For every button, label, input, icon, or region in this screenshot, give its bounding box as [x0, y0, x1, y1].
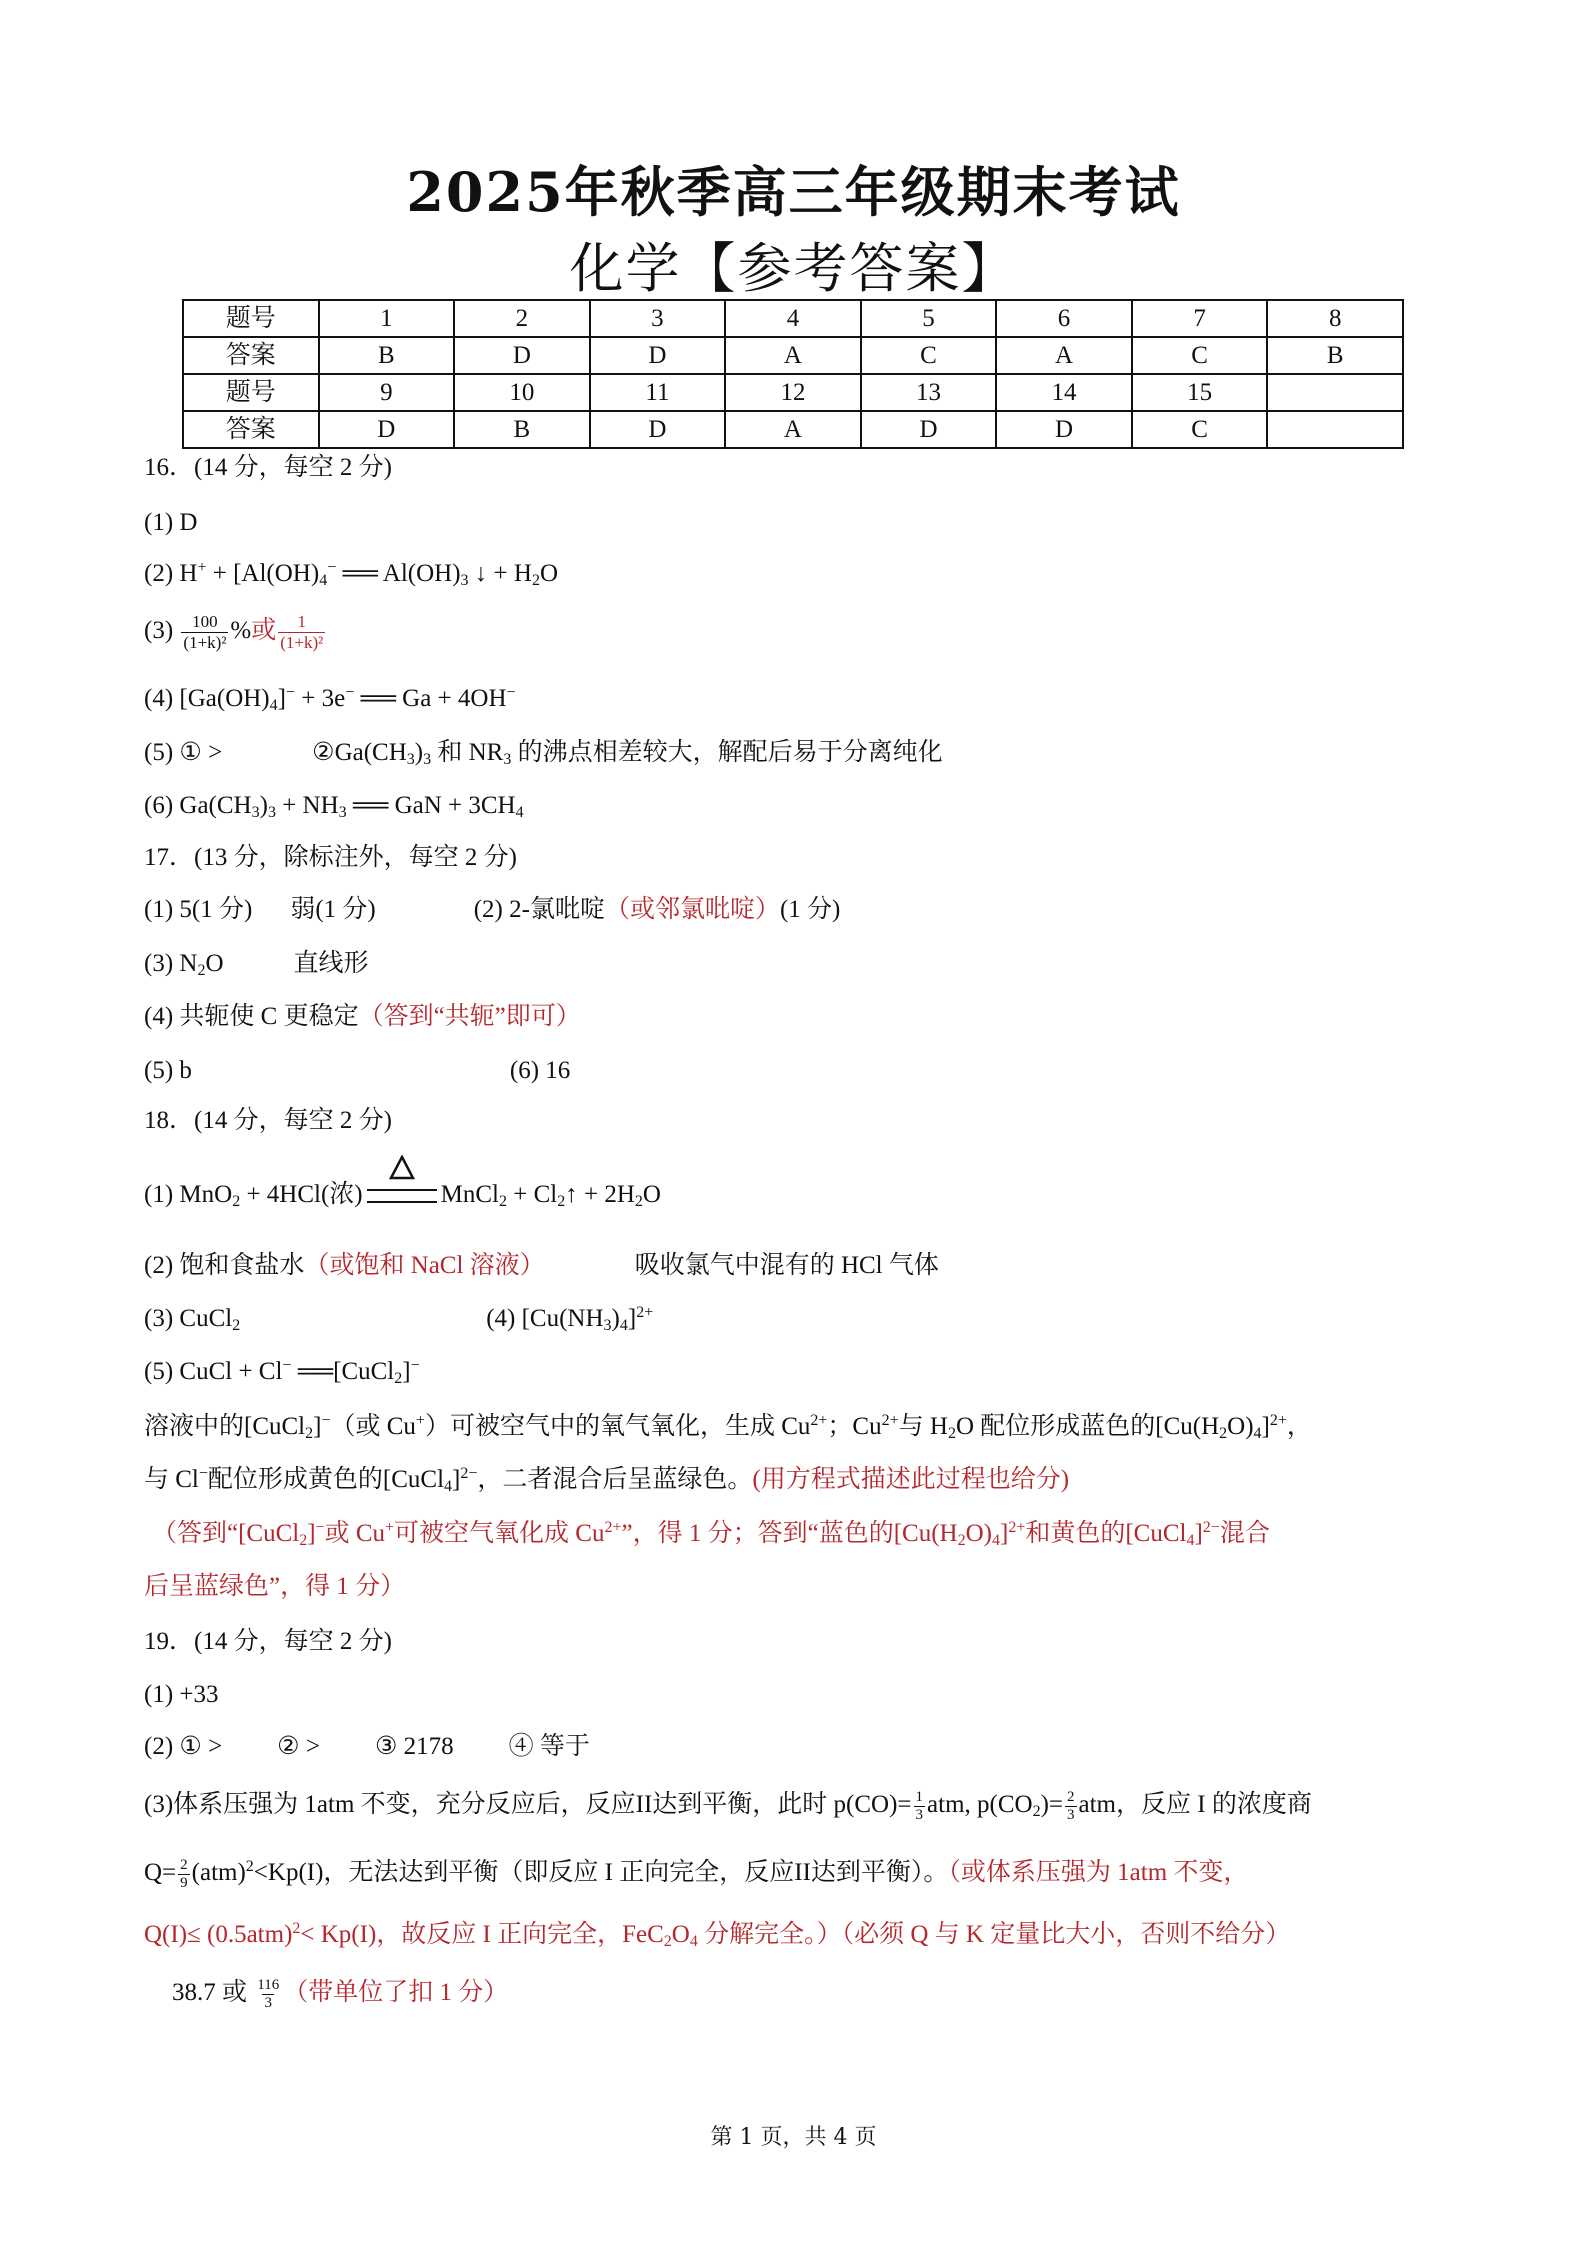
answer-table-cell: 6: [996, 300, 1132, 337]
q18-scoring-note-2: 后呈蓝绿色”，得 1 分）: [144, 1573, 406, 1600]
answer-table-cell: 3: [590, 300, 726, 337]
q17-answer-5-6: (5) b (6) 16: [144, 1057, 571, 1084]
answer-table-cell: C: [1132, 337, 1268, 374]
exam-title: 2025年秋季高三年级期末考试: [406, 160, 1181, 224]
answer-table-cell: B: [319, 337, 455, 374]
page-footer: 第 1 页，共 4 页: [710, 2125, 877, 2150]
heat-triangle-icon: [389, 1155, 415, 1181]
q19-answer-1: (1) +33: [144, 1681, 219, 1708]
answer-table-cell: D: [590, 337, 726, 374]
answer-table-cell: A: [725, 337, 861, 374]
q18-answer-2: (2) 饱和食盐水（或饱和 NaCl 溶液） 吸收氯气中混有的 HCl 气体: [144, 1252, 939, 1279]
answer-table-cell: 9: [319, 374, 455, 411]
answer-table-cell: 2: [454, 300, 590, 337]
q18-explanation-1: 溶液中的[CuCl$_2$]−（或 Cu+）可被空气中的氧气氧化，生成 $Cu^{2+}$；$Cu^{2+}$与 $H_2O$ 配位形成蓝色的$[Cu(H_2O)_4]^{2+}$，: [144, 1412, 1312, 1442]
answer-table-row: [183, 411, 1403, 448]
answer-table-cell: D: [861, 411, 997, 448]
answer-table-cell: C: [1132, 411, 1268, 448]
answer-table: [182, 299, 1404, 449]
q19-answer-3-line-3: $Q(I)\le (0.5atm)^2< Kp(I)$，故反应 I 正向完全，$FeC_2O_4$ 分解完全。）（必须 Q 与 K 定量比大小，否则不给分）: [144, 1920, 1291, 1950]
q19-answer-4: 38.7 或 $\frac{116}{3}$ （带单位了扣 1 分）: [172, 1976, 509, 2011]
answer-table-cell: 12: [725, 374, 861, 411]
q19-answer-3-line-2: Q= $\frac{2}{9}$ (atm)$^2$<Kp(I)，无法达到平衡（即反应 I 正向完全，反应II达到平衡）。（或体系压强为 1atm 不变，: [144, 1856, 1249, 1891]
answer-table-cell: 10: [454, 374, 590, 411]
q17-heading: 17．(13 分，除标注外，每空 2 分): [144, 844, 517, 871]
answer-table-cell: [1267, 411, 1403, 448]
answer-table-row: [183, 300, 1403, 337]
q18-heading: 18．(14 分，每空 2 分): [144, 1107, 392, 1134]
answer-table-cell: A: [996, 337, 1132, 374]
q18-explanation-2: 与 Cl−配位形成黄色的[CuCl$_4$]$^{2-}$，二者混合后呈蓝绿色。(用方程式描述此过程也给分): [144, 1465, 1070, 1495]
answer-table-cell: 1: [319, 300, 455, 337]
q17-answer-1-2: (1) 5(1 分) 弱(1 分) (2) 2-氯吡啶（或邻氯吡啶）(1 分): [144, 896, 841, 923]
answer-table-header-cell: 题号: [183, 374, 319, 411]
q19-heading: 19．(14 分，每空 2 分): [144, 1628, 392, 1655]
answer-table-cell: 15: [1132, 374, 1268, 411]
answer-table-cell: 4: [725, 300, 861, 337]
answer-table-cell: 14: [996, 374, 1132, 411]
answer-table-cell: 7: [1132, 300, 1268, 337]
q16-answer-6: (6) $Ga(CH_3)_3 + NH_3$ ══ GaN + $3CH_4$: [144, 792, 524, 821]
fraction-100: $\frac{100}{\text{(1+k)²}}$: [183, 612, 227, 652]
answer-table-cell: D: [454, 337, 590, 374]
answer-table-row: [183, 374, 1403, 411]
q16-answer-1: (1) D: [144, 509, 198, 536]
q16-answer-5: (5) ① > $②Ga(CH_3)_3$ 和 $NR_3$ 的沸点相差较大，解配后易于分离纯化: [144, 739, 943, 768]
fraction-1: $\frac{1}{\text{(1+k)²}}$: [280, 612, 324, 652]
q16-answer-3: (3) $\frac{100}{\text{(1+k)²}}$ %或 $\frac{1}{\text{(1+k)²}}$: [144, 612, 324, 652]
answer-table-cell: D: [319, 411, 455, 448]
answer-table-cell: B: [1267, 337, 1403, 374]
answer-table-header-cell: 答案: [183, 337, 319, 374]
q16-answer-2: (2) $H^+ + [Al(OH)_4^-$ ══ $Al(OH)_3$ ↓ + $H_2O$: [144, 559, 558, 589]
answer-table-cell: D: [590, 411, 726, 448]
q17-answer-4: (4) 共轭使 C 更稳定（答到“共轭”即可）: [144, 1003, 581, 1030]
q16-heading: 16．(14 分，每空 2 分): [144, 454, 392, 481]
answer-table-cell: D: [996, 411, 1132, 448]
heating-equals-sign: [367, 1189, 437, 1203]
answer-table-cell: 5: [861, 300, 997, 337]
answer-table-cell: A: [725, 411, 861, 448]
answer-table-cell: 13: [861, 374, 997, 411]
answer-table-cell: [1267, 374, 1403, 411]
answer-table-cell: 11: [590, 374, 726, 411]
q18-answer-5: (5) CuCl + Cl− ══[CuCl$_2$]−: [144, 1357, 420, 1387]
q18-answer-1: (1) MnO$_2$ + 4HCl(浓) MnCl$_2$ + $Cl_2↑ + 2H_2O$: [144, 1178, 661, 1212]
answer-table-header-cell: 答案: [183, 411, 319, 448]
q19-answer-3-line-1: (3)体系压强为 1atm 不变，充分反应后，反应II达到平衡，此时 p(CO)= $\frac{1}{3}$ atm, $p(CO_2)=$ $\frac{2}{3}$ atm，反应 I 的浓度商: [144, 1788, 1312, 1823]
answer-table-header-cell: 题号: [183, 300, 319, 337]
answer-table-cell: 8: [1267, 300, 1403, 337]
q17-answer-3: (3) $N_2O$ 直线形: [144, 950, 369, 979]
answer-table-cell: C: [861, 337, 997, 374]
q19-answer-2: (2) ① > ② > ③ 2178 ④ 等于: [144, 1733, 590, 1760]
answer-table-cell: B: [454, 411, 590, 448]
q16-answer-4: (4) $[Ga(OH)_4]^- + 3e^-$ ══ Ga + 4OH−: [144, 684, 516, 714]
answer-table-row: [183, 337, 1403, 374]
q18-scoring-note: （答到“[CuCl$_2$]−或 Cu+可被空气氧化成 $Cu^{2+}$”，得 1 分；答到“蓝色的$[Cu(H_2O)_4]^{2+}$和黄色的[CuCl$_4$]$^{2-}$混合: [152, 1519, 1270, 1549]
exam-subtitle: 化学【参考答案】: [569, 237, 1018, 300]
q18-answer-3-4: (3) CuCl$_2$ (4) $[Cu(NH_3)_4]^{2+}$: [144, 1304, 654, 1334]
